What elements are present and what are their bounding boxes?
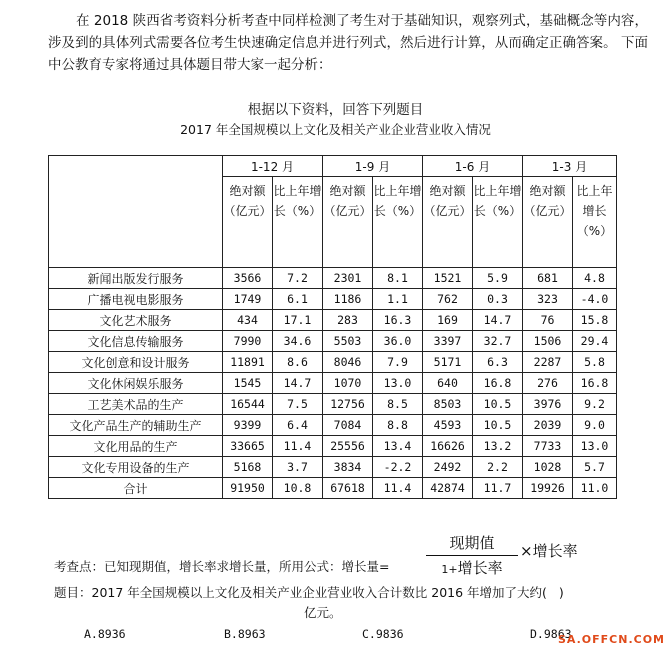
formula-denominator (426, 556, 518, 578)
formula-denominator-rate: 增长率 (457, 559, 503, 577)
abs-value-cell: 323 (523, 289, 573, 310)
row-label: 文化创意和设计服务 (49, 352, 223, 373)
abs-value-cell: 276 (523, 373, 573, 394)
row-label: 文化信息传输服务 (49, 331, 223, 352)
growth-value-cell: 16.8 (573, 373, 617, 394)
growth-value-cell: 11.4 (373, 478, 423, 499)
table-row (49, 268, 617, 289)
growth-value-cell: 8.1 (373, 268, 423, 289)
abs-value-cell: 2039 (523, 415, 573, 436)
table-row (49, 373, 617, 394)
abs-value-cell: 2301 (323, 268, 373, 289)
abs-value-cell: 1749 (223, 289, 273, 310)
abs-value-cell: 434 (223, 310, 273, 331)
growth-value-cell: 4.8 (573, 268, 617, 289)
growth-value-cell: 10.5 (473, 415, 523, 436)
growth-value-cell: 11.4 (273, 436, 323, 457)
revenue-table (48, 155, 617, 499)
growth-value-cell: 6.4 (273, 415, 323, 436)
question (54, 583, 634, 623)
growth-value-cell: 1.1 (373, 289, 423, 310)
growth-value-cell: 2.2 (473, 457, 523, 478)
abs-value-cell: 16544 (223, 394, 273, 415)
abs-header: 绝对额（亿元） (523, 177, 573, 268)
site-watermark: SA.OFFCN.COM (557, 633, 665, 646)
growth-value-cell: 8.5 (373, 394, 423, 415)
growth-value-cell: 34.6 (273, 331, 323, 352)
abs-value-cell: 3566 (223, 268, 273, 289)
row-header-corner (49, 156, 223, 268)
table-row (49, 289, 617, 310)
growth-value-cell: 13.2 (473, 436, 523, 457)
table-title: 2017 年全国规模以上文化及相关产业企业营业收入情况 (180, 122, 491, 137)
abs-value-cell: 3397 (423, 331, 473, 352)
period-header: 1-3 月 (523, 156, 617, 177)
period-header: 1-9 月 (323, 156, 423, 177)
growth-value-cell: 9.0 (573, 415, 617, 436)
row-label: 文化专用设备的生产 (49, 457, 223, 478)
abs-value-cell: 5171 (423, 352, 473, 373)
growth-value-cell: 10.8 (273, 478, 323, 499)
growth-value-cell: 5.7 (573, 457, 617, 478)
option-a[interactable]: A.8936 (84, 627, 126, 641)
abs-value-cell: 16626 (423, 436, 473, 457)
abs-value-cell: 3976 (523, 394, 573, 415)
abs-value-cell: 7990 (223, 331, 273, 352)
option-d[interactable]: D.9863 (530, 627, 572, 641)
row-label: 新闻出版发行服务 (49, 268, 223, 289)
table-row (49, 415, 617, 436)
growth-value-cell: 6.1 (273, 289, 323, 310)
abs-value-cell: 91950 (223, 478, 273, 499)
abs-value-cell: 19926 (523, 478, 573, 499)
growth-header: 比上年增长（%） (573, 177, 617, 268)
table-row (49, 352, 617, 373)
growth-value-cell: 9.2 (573, 394, 617, 415)
abs-value-cell: 762 (423, 289, 473, 310)
abs-value-cell: 2287 (523, 352, 573, 373)
formula-denominator-one: 1+ (441, 563, 458, 576)
abs-value-cell: 5503 (323, 331, 373, 352)
abs-value-cell: 4593 (423, 415, 473, 436)
row-label: 文化艺术服务 (49, 310, 223, 331)
growth-header: 比上年增长（%） (373, 177, 423, 268)
growth-value-cell: 7.2 (273, 268, 323, 289)
formula-numerator: 现期值 (426, 532, 518, 556)
formula-times-rate: ×增长率 (520, 542, 578, 560)
abs-value-cell: 7733 (523, 436, 573, 457)
growth-value-cell: 0.3 (473, 289, 523, 310)
period-header: 1-6 月 (423, 156, 523, 177)
abs-value-cell: 42874 (423, 478, 473, 499)
growth-value-cell: 36.0 (373, 331, 423, 352)
table-row (49, 310, 617, 331)
row-label: 文化产品生产的辅助生产 (49, 415, 223, 436)
growth-value-cell: 11.7 (473, 478, 523, 499)
growth-header: 比上年增长（%） (273, 177, 323, 268)
abs-header: 绝对额（亿元） (223, 177, 273, 268)
growth-value-cell: 8.6 (273, 352, 323, 373)
question-text: 题目：2017 年全国规模以上文化及相关产业企业营业收入合计数比 2016 年增加了大约( ) (54, 585, 564, 600)
growth-value-cell: 16.3 (373, 310, 423, 331)
abs-value-cell: 1521 (423, 268, 473, 289)
abs-header: 绝对额（亿元） (323, 177, 373, 268)
table-row (49, 457, 617, 478)
abs-value-cell: 33665 (223, 436, 273, 457)
table-row (49, 436, 617, 457)
row-label: 工艺美术品的生产 (49, 394, 223, 415)
period-header: 1-12 月 (223, 156, 323, 177)
abs-value-cell: 640 (423, 373, 473, 394)
table-row (49, 478, 617, 499)
growth-value-cell: 5.9 (473, 268, 523, 289)
growth-value-cell: -4.0 (573, 289, 617, 310)
formula-fraction (426, 532, 518, 578)
material-instruction: 根据以下资料，回答下列题目 (247, 102, 424, 118)
abs-value-cell: 681 (523, 268, 573, 289)
growth-value-cell: 15.8 (573, 310, 617, 331)
abs-value-cell: 5168 (223, 457, 273, 478)
abs-value-cell: 7084 (323, 415, 373, 436)
option-b[interactable]: B.8963 (224, 627, 266, 641)
growth-header: 比上年增长（%） (473, 177, 523, 268)
abs-value-cell: 11891 (223, 352, 273, 373)
question-unit: 亿元。 (304, 605, 342, 620)
growth-value-cell: 32.7 (473, 331, 523, 352)
abs-value-cell: 25556 (323, 436, 373, 457)
abs-value-cell: 1506 (523, 331, 573, 352)
growth-value-cell: 10.5 (473, 394, 523, 415)
growth-value-cell: 13.0 (373, 373, 423, 394)
growth-value-cell: -2.2 (373, 457, 423, 478)
abs-value-cell: 76 (523, 310, 573, 331)
row-label: 广播电视电影服务 (49, 289, 223, 310)
table-row (49, 331, 617, 352)
growth-value-cell: 14.7 (473, 310, 523, 331)
growth-value-cell: 13.0 (573, 436, 617, 457)
row-label: 文化休闲娱乐服务 (49, 373, 223, 394)
growth-value-cell: 5.8 (573, 352, 617, 373)
growth-value-cell: 7.9 (373, 352, 423, 373)
abs-header: 绝对额（亿元） (423, 177, 473, 268)
abs-value-cell: 3834 (323, 457, 373, 478)
abs-value-cell: 67618 (323, 478, 373, 499)
growth-value-cell: 7.5 (273, 394, 323, 415)
abs-value-cell: 1070 (323, 373, 373, 394)
growth-value-cell: 29.4 (573, 331, 617, 352)
table-row (49, 394, 617, 415)
abs-value-cell: 1186 (323, 289, 373, 310)
growth-value-cell: 3.7 (273, 457, 323, 478)
growth-value-cell: 16.8 (473, 373, 523, 394)
growth-value-cell: 14.7 (273, 373, 323, 394)
growth-value-cell: 6.3 (473, 352, 523, 373)
growth-value-cell: 8.8 (373, 415, 423, 436)
option-c[interactable]: C.9836 (362, 627, 404, 641)
abs-value-cell: 9399 (223, 415, 273, 436)
abs-value-cell: 1028 (523, 457, 573, 478)
table-header-periods (49, 156, 617, 177)
row-label: 合计 (49, 478, 223, 499)
abs-value-cell: 283 (323, 310, 373, 331)
intro-paragraph: 在 2018 陕西省考资料分析考查中同样检测了考生对于基础知识，观察列式，基础概念等内容，涉及到的具体列式需要各位考生快速确定信息并进行列式，然后进行计算，从而确定正确答案。 下面中公教育专家将通过具体题目带大家一起分析： (48, 13, 648, 73)
abs-value-cell: 1545 (223, 373, 273, 394)
growth-value-cell: 17.1 (273, 310, 323, 331)
abs-value-cell: 8503 (423, 394, 473, 415)
growth-value-cell: 13.4 (373, 436, 423, 457)
abs-value-cell: 169 (423, 310, 473, 331)
abs-value-cell: 2492 (423, 457, 473, 478)
abs-value-cell: 12756 (323, 394, 373, 415)
abs-value-cell: 8046 (323, 352, 373, 373)
table-body (49, 268, 617, 499)
formula-label: 考查点：已知现期值，增长率求增长量，所用公式：增长量= (54, 559, 390, 574)
growth-value-cell: 11.0 (573, 478, 617, 499)
row-label: 文化用品的生产 (49, 436, 223, 457)
